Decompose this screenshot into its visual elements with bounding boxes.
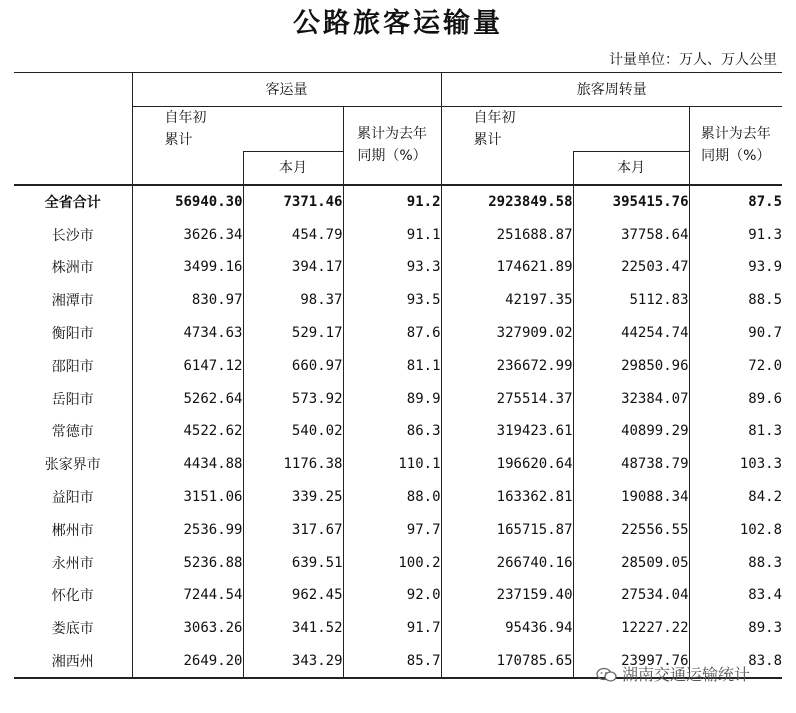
header-volume-month: 本月 [243,151,343,185]
cell-volume-month: 540.02 [243,415,343,448]
cell-turnover-month: 37758.64 [573,218,689,251]
header-volume-ytd [132,107,243,152]
cell-turnover-yoy: 89.3 [689,612,782,645]
cell-turnover-yoy: 88.3 [689,546,782,579]
cell-turnover-ytd: 165715.87 [441,513,573,546]
cell-volume-month: 639.51 [243,546,343,579]
total-row [14,185,782,219]
cell-volume-ytd: 3063.26 [132,612,243,645]
header-turnover-month: 本月 [573,151,689,185]
cell-volume-yoy: 100.2 [343,546,441,579]
cell-turnover-yoy: 102.8 [689,513,782,546]
region-name: 怀化市 [51,588,94,605]
cell-turnover-ytd: 275514.37 [441,382,573,415]
cell-volume-month: 394.17 [243,251,343,284]
cell-volume-yoy: 91.7 [343,612,441,645]
cell-turnover-month: 29850.96 [573,349,689,382]
cell-turnover-yoy: 83.4 [689,579,782,612]
region-name: 岳阳市 [51,391,94,408]
region-name: 湘西州 [14,645,132,679]
cell-turnover-ytd: 327909.02 [441,317,573,350]
cell-volume-ytd: 6147.12 [132,349,243,382]
cell-volume-ytd: 7244.54 [132,579,243,612]
cell-turnover-month: 395415.76 [573,185,689,219]
header-turnover-ytd [441,107,573,152]
watermark-text: 湖南交通运输统计 [622,665,751,684]
cell-volume-month: 343.29 [243,645,343,679]
region-name: 衡阳市 [51,326,94,343]
table-row [14,349,782,382]
cell-volume-month: 339.25 [243,481,343,514]
page-title: 公路旅客运输量 [293,8,503,39]
statistics-table [14,72,782,679]
cell-turnover-yoy: 90.7 [689,317,782,350]
header-corner [14,73,132,185]
cell-turnover-yoy: 72.0 [689,349,782,382]
cell-volume-yoy: 92.0 [343,579,441,612]
cell-volume-month: 98.37 [243,284,343,317]
cell-turnover-yoy: 87.5 [689,185,782,219]
cell-volume-ytd: 3499.16 [132,251,243,284]
cell-turnover-yoy: 93.9 [689,251,782,284]
cell-volume-yoy: 97.7 [343,513,441,546]
table-row [14,382,782,415]
table-row [14,317,782,350]
cell-turnover-ytd: 2923849.58 [441,185,573,219]
header-volume-ytd-text: 自年初 累计 [164,110,207,148]
wechat-logo-icon [596,667,618,683]
cell-volume-yoy: 87.6 [343,317,441,350]
cell-turnover-ytd: 163362.81 [441,481,573,514]
cell-turnover-yoy: 89.6 [689,382,782,415]
cell-turnover-ytd: 319423.61 [441,415,573,448]
cell-volume-ytd: 3626.34 [132,218,243,251]
cell-volume-month: 317.67 [243,513,343,546]
cell-turnover-month: 27534.04 [573,579,689,612]
header-turnover-ytd-cont [441,151,573,185]
cell-turnover-yoy: 81.3 [689,415,782,448]
table-row [14,481,782,514]
region-name: 永州市 [51,555,94,572]
table-row [14,612,782,645]
table-row [14,448,782,481]
cell-volume-yoy: 110.1 [343,448,441,481]
cell-turnover-ytd: 237159.40 [441,579,573,612]
cell-turnover-month: 23997.76 [573,645,689,679]
cell-volume-month: 660.97 [243,349,343,382]
cell-turnover-month: 22503.47 [573,251,689,284]
header-turnover-ytd-text: 自年初 累计 [473,110,516,148]
cell-turnover-ytd: 170785.65 [441,645,573,679]
cell-volume-month: 1176.38 [243,448,343,481]
cell-turnover-yoy: 83.8 [689,645,782,679]
cell-volume-ytd: 4522.62 [132,415,243,448]
cell-turnover-ytd: 236672.99 [441,349,573,382]
cell-volume-ytd: 5236.88 [132,546,243,579]
table-row [14,284,782,317]
table-row [14,546,782,579]
cell-turnover-ytd: 266740.16 [441,546,573,579]
cell-turnover-month: 28509.05 [573,546,689,579]
cell-volume-yoy: 85.7 [343,645,441,679]
cell-turnover-ytd: 42197.35 [441,284,573,317]
cell-volume-ytd: 56940.30 [132,185,243,219]
header-volume-yoy-text: 累计为去年 同期（%） [357,126,427,165]
region-name: 张家界市 [44,457,101,474]
header-volume-yoy [343,107,441,185]
header-turnover-yoy-text: 累计为去年 同期（%） [700,126,771,165]
cell-turnover-ytd: 174621.89 [441,251,573,284]
cell-volume-yoy: 91.1 [343,218,441,251]
cell-volume-month: 962.45 [243,579,343,612]
cell-volume-yoy: 91.2 [343,185,441,219]
header-turnover-yoy [689,107,782,185]
region-name: 益阳市 [51,490,94,507]
cell-turnover-ytd: 95436.94 [441,612,573,645]
table-row [14,218,782,251]
header-turnover-month-gap [573,107,689,152]
watermark [596,664,750,686]
cell-volume-yoy: 81.1 [343,349,441,382]
table-row [14,579,782,612]
cell-volume-month: 341.52 [243,612,343,645]
table-row [14,513,782,546]
cell-turnover-yoy: 91.3 [689,218,782,251]
cell-turnover-ytd: 251688.87 [441,218,573,251]
header-passenger-volume: 客运量 [132,73,441,107]
cell-volume-yoy: 93.5 [343,284,441,317]
region-name: 全省合计 [14,185,132,219]
cell-turnover-month: 22556.55 [573,513,689,546]
cell-volume-ytd: 830.97 [132,284,243,317]
region-name: 邵阳市 [51,358,94,375]
cell-turnover-yoy: 84.2 [689,481,782,514]
region-name: 郴州市 [51,522,94,539]
table-row [14,251,782,284]
cell-volume-yoy: 88.0 [343,481,441,514]
cell-volume-month: 529.17 [243,317,343,350]
region-name: 常德市 [51,424,94,441]
cell-turnover-month: 5112.83 [573,284,689,317]
cell-turnover-ytd: 196620.64 [441,448,573,481]
unit-note: 计量单位：万人、万人公里 [609,52,777,68]
cell-volume-yoy: 86.3 [343,415,441,448]
header-volume-month-gap [243,107,343,152]
cell-turnover-month: 19088.34 [573,481,689,514]
cell-volume-ytd: 5262.64 [132,382,243,415]
cell-volume-ytd: 4434.88 [132,448,243,481]
cell-turnover-month: 12227.22 [573,612,689,645]
cell-volume-month: 573.92 [243,382,343,415]
header-passenger-turnover: 旅客周转量 [441,73,782,107]
header-volume-ytd-cont [132,151,243,185]
cell-turnover-month: 44254.74 [573,317,689,350]
cell-volume-ytd: 3151.06 [132,481,243,514]
cell-volume-ytd: 2649.20 [132,645,243,679]
cell-turnover-yoy: 88.5 [689,284,782,317]
region-name: 湘潭市 [51,293,94,310]
cell-turnover-month: 48738.79 [573,448,689,481]
cell-turnover-month: 32384.07 [573,382,689,415]
cell-volume-yoy: 89.9 [343,382,441,415]
cell-volume-ytd: 4734.63 [132,317,243,350]
region-name: 长沙市 [51,227,94,244]
cell-volume-ytd: 2536.99 [132,513,243,546]
cell-turnover-month: 40899.29 [573,415,689,448]
cell-volume-yoy: 93.3 [343,251,441,284]
region-name: 株洲市 [51,260,94,277]
table-row [14,415,782,448]
region-name: 娄底市 [51,621,94,638]
cell-volume-month: 454.79 [243,218,343,251]
cell-turnover-yoy: 103.3 [689,448,782,481]
cell-volume-month: 7371.46 [243,185,343,219]
